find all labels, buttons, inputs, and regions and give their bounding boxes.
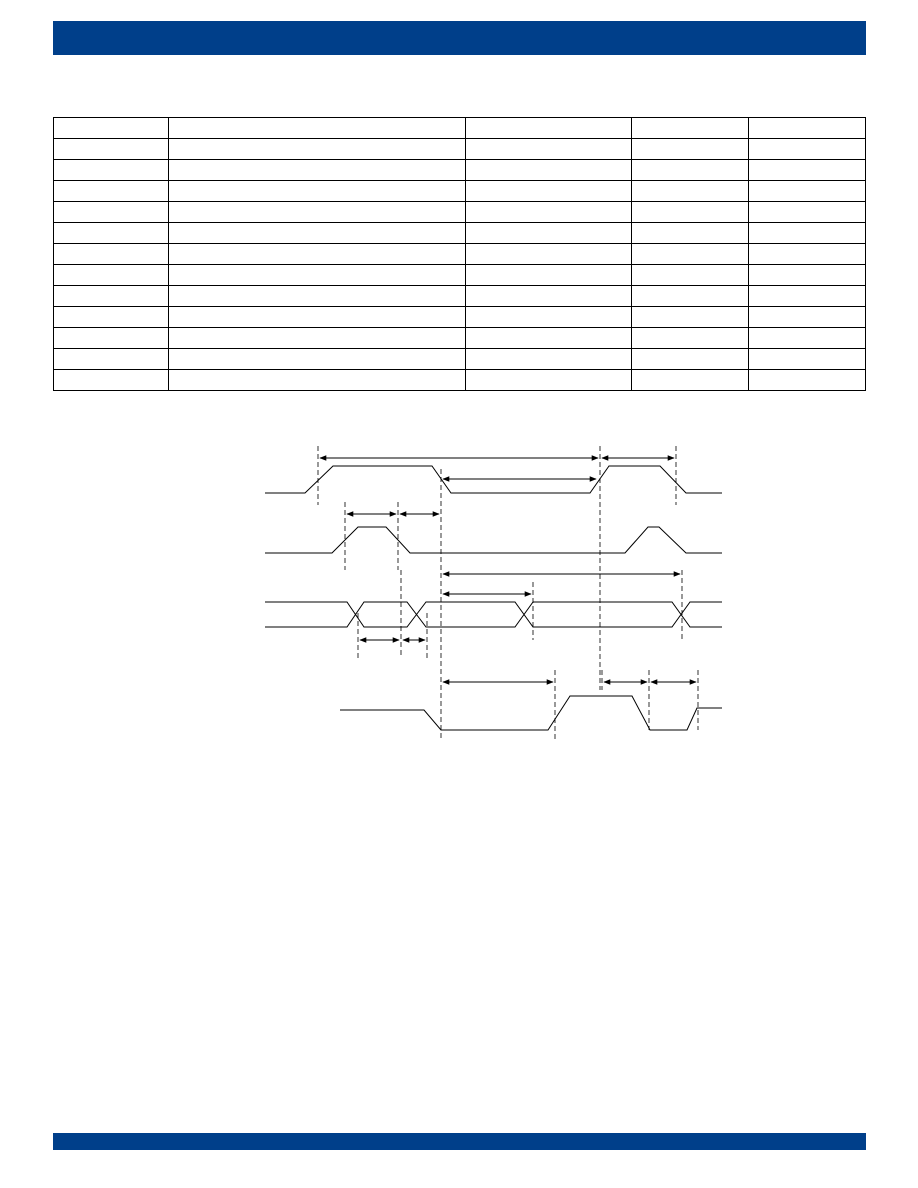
table-cell <box>632 118 749 139</box>
table-cell <box>169 139 466 160</box>
table-cell <box>632 160 749 181</box>
table-row <box>54 328 866 349</box>
reference-lines <box>318 446 698 740</box>
table-cell <box>749 328 866 349</box>
table-cell <box>169 223 466 244</box>
table-cell <box>466 202 632 223</box>
signal-4-waveform <box>340 696 722 730</box>
table-cell <box>169 307 466 328</box>
table-cell <box>632 202 749 223</box>
table-cell <box>54 328 169 349</box>
table-cell <box>54 139 169 160</box>
table-cell <box>466 349 632 370</box>
table-cell <box>169 244 466 265</box>
table-cell <box>749 118 866 139</box>
table-cell <box>632 328 749 349</box>
table-cell <box>466 139 632 160</box>
table-cell <box>632 244 749 265</box>
table-cell <box>169 349 466 370</box>
table-row <box>54 265 866 286</box>
table-cell <box>169 118 466 139</box>
table-cell <box>749 181 866 202</box>
table-cell <box>466 223 632 244</box>
spec-table <box>53 117 866 391</box>
table-cell <box>466 370 632 391</box>
table-cell <box>54 307 169 328</box>
table-cell <box>749 265 866 286</box>
table-cell <box>632 286 749 307</box>
table-cell <box>54 349 169 370</box>
table-cell <box>749 244 866 265</box>
signal-3-bus-waveform <box>265 602 722 627</box>
table-cell <box>169 181 466 202</box>
signal-2-waveform <box>265 527 722 553</box>
table-row <box>54 139 866 160</box>
table-cell <box>54 286 169 307</box>
table-row <box>54 349 866 370</box>
table-cell <box>466 244 632 265</box>
spec-table-body <box>54 118 866 391</box>
table-cell <box>632 139 749 160</box>
table-cell <box>54 202 169 223</box>
table-cell <box>169 160 466 181</box>
table-cell <box>749 223 866 244</box>
table-cell <box>169 265 466 286</box>
table-cell <box>54 181 169 202</box>
table-cell <box>749 349 866 370</box>
table-cell <box>169 286 466 307</box>
table-cell <box>749 286 866 307</box>
table-cell <box>632 265 749 286</box>
table-row <box>54 286 866 307</box>
table-row <box>54 244 866 265</box>
table-cell <box>749 370 866 391</box>
table-cell <box>632 370 749 391</box>
table-row <box>54 202 866 223</box>
table-cell <box>749 139 866 160</box>
table-cell <box>54 370 169 391</box>
table-cell <box>54 160 169 181</box>
table-cell <box>466 307 632 328</box>
table-cell <box>749 160 866 181</box>
table-cell <box>466 265 632 286</box>
table-row <box>54 160 866 181</box>
table-cell <box>632 223 749 244</box>
timing-arrows <box>320 458 696 682</box>
table-cell <box>466 160 632 181</box>
table-row <box>54 370 866 391</box>
table-cell <box>632 307 749 328</box>
table-row <box>54 118 866 139</box>
table-cell <box>54 265 169 286</box>
table-cell <box>632 181 749 202</box>
table-cell <box>466 181 632 202</box>
table-cell <box>749 202 866 223</box>
table-row <box>54 181 866 202</box>
table-cell <box>169 328 466 349</box>
header-band <box>53 21 866 55</box>
table-cell <box>169 202 466 223</box>
table-row <box>54 307 866 328</box>
timing-diagram <box>240 430 740 760</box>
table-cell <box>749 307 866 328</box>
table-cell <box>54 244 169 265</box>
table-cell <box>466 286 632 307</box>
footer-band <box>53 1133 866 1150</box>
table-cell <box>466 118 632 139</box>
table-row <box>54 223 866 244</box>
table-cell <box>466 328 632 349</box>
table-cell <box>169 370 466 391</box>
table-cell <box>54 118 169 139</box>
table-cell <box>54 223 169 244</box>
table-cell <box>632 349 749 370</box>
